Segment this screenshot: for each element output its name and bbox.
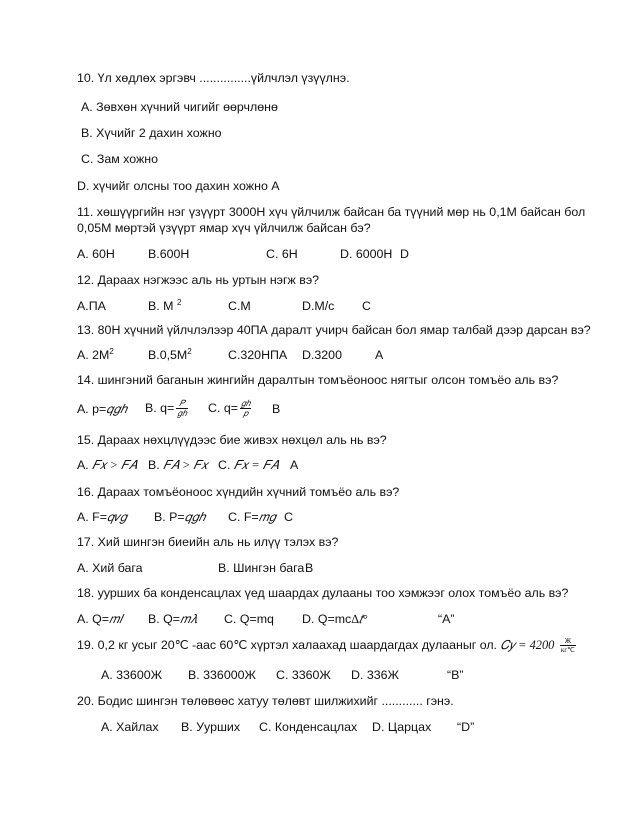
q18-answer: “A” xyxy=(438,612,455,626)
formula: 𝐹𝐴 > 𝐹𝑥 xyxy=(163,458,208,472)
q10-option-d: D. хүчийг олсны тоо дахин хожно А xyxy=(77,179,280,193)
q18-stem: 18. уурших ба конденсацлах үед шаардах дулааны тоо хэмжээг олох томъёо аль вэ? xyxy=(77,586,569,600)
unit-fraction: $\frac{Ж}{кг℃}$ xyxy=(560,637,575,655)
q11-answer: D xyxy=(400,247,409,261)
q19-option-c: С. 3360Ж xyxy=(276,668,331,682)
q13-option-a: А. $2М^2$ xyxy=(77,347,114,362)
formula: 𝑞𝑔ℎ xyxy=(106,402,127,416)
q17-stem: 17. Хий шингэн биеийн аль нь илүү тэлэх вэ? xyxy=(77,535,339,549)
q14-option-b: В. q= $\frac{\text{𝑃}}{\text{𝑔ℎ}}$ xyxy=(145,398,187,419)
q20-answer: “D” xyxy=(457,720,475,734)
q12-answer: С xyxy=(362,299,371,313)
q11-stem-line1: 11. хөшүүргийн нэг үзүүрт 3000Н хүч үйлчилж байсан ба түүний мөр нь 0,1М байсан бол xyxy=(77,205,586,219)
q11-option-a: А. 60Н xyxy=(77,247,115,261)
q16-stem: 16. Дараах томъёоноос хүндийн хүчний томъёо аль вэ? xyxy=(77,485,400,499)
q15-answer: А xyxy=(290,458,299,472)
q13-stem: 13. 80Н хүчний үйлчлэлээр 40ПА даралт учирч байсан бол ямар талбай дээр дарсан вэ? xyxy=(77,323,591,337)
q13-option-d: D.3200 xyxy=(302,348,342,362)
q12-option-d: D.М/с xyxy=(302,299,335,313)
q14-option-a: А. p=𝑞𝑔ℎ xyxy=(77,402,127,416)
q12-option-c: С.М xyxy=(228,299,251,313)
q18-option-b: В. Q=𝑚𝜆 xyxy=(148,612,197,626)
q19-stem: 19. 0,2 кг усыг 20℃ -аас 60℃ хүртэл халаахад шаардагдах дулааныг ол. 𝐶𝑦 = 4200 $\frac{Ж}{кг℃}$ xyxy=(77,637,575,655)
q15-option-a: А. 𝐹𝑥 > 𝐹𝐴 xyxy=(77,458,137,472)
formula: 𝑚𝜆 xyxy=(180,612,197,626)
q20-option-b: В. Уурших xyxy=(181,720,241,734)
formula: 𝑚𝑙 xyxy=(109,612,123,626)
q10-option-b: В. Хүчийг 2 дахин хожно xyxy=(81,126,222,140)
fraction: $\frac{\text{𝑃}}{\text{𝑔ℎ}}$ xyxy=(177,398,187,419)
q20-option-a: А. Хайлах xyxy=(101,720,159,734)
q19-option-a: А. 33600Ж xyxy=(101,668,163,682)
q20-option-d: D. Царцах xyxy=(372,720,432,734)
fraction: $\frac{\text{𝑔ℎ}}{\text{𝑝}}$ xyxy=(240,398,251,419)
q11-option-c: С. 6Н xyxy=(266,247,298,261)
q12-stem: 12. Дараах нэгжээс аль нь уртын нэгж вэ? xyxy=(77,273,320,287)
formula: 𝑞𝑔ℎ xyxy=(184,510,206,524)
q11-option-b: В.600Н xyxy=(148,247,190,261)
q17-option-b: В. Шингэн бага xyxy=(218,561,305,575)
q14-stem: 14. шингэний баганын жингийн даралтын томъёоноос нягтыг олсон томъёо аль вэ? xyxy=(77,373,559,387)
formula: 𝑚𝑔 xyxy=(258,510,276,524)
q16-option-b: В. P=𝑞𝑔ℎ xyxy=(154,510,206,524)
q19-option-b: В. 336000Ж xyxy=(188,668,256,682)
formula: 𝐶𝑦 = 4200 xyxy=(500,638,555,652)
formula: 𝑞𝑣𝑔 xyxy=(106,510,127,524)
q18-option-d: D. Q=mc∆𝑡° xyxy=(302,612,368,626)
q13-option-b: $В.0,5М^2$ xyxy=(148,347,192,362)
formula: ∆𝑡° xyxy=(351,612,368,626)
q16-option-a: А. F=𝑞𝑣𝑔 xyxy=(77,510,127,524)
q20-stem: 20. Бодис шингэн төлөвөөс хатуу төлөвт шилжихийг ............ гэнэ. xyxy=(77,694,454,708)
formula: 𝐹𝑥 = 𝐹𝐴 xyxy=(233,458,279,472)
q18-option-c: С. Q=mq xyxy=(224,612,274,626)
q13-answer: А xyxy=(375,348,384,362)
q15-option-c: С. 𝐹𝑥 = 𝐹𝐴 xyxy=(218,458,279,472)
q17-answer: В xyxy=(305,561,314,575)
superscript: 2 xyxy=(176,298,182,307)
q19-answer: “B” xyxy=(447,668,464,682)
q12-option-b: В. М $^2$ xyxy=(148,298,182,313)
q16-answer: С xyxy=(284,510,293,524)
q12-option-a: А.ПА xyxy=(77,299,106,313)
superscript: 2 xyxy=(109,347,114,356)
q16-option-c: С. F=𝑚𝑔 xyxy=(228,510,276,524)
q13-option-c: С.320НПА xyxy=(228,348,288,362)
q17-option-a: А. Хий бага xyxy=(77,561,143,575)
q14-option-c: С. q= $\frac{\text{𝑔ℎ}}{\text{𝑝}}$ xyxy=(208,398,251,419)
q14-answer: В xyxy=(272,402,281,416)
q10-option-c: С. Зам хожно xyxy=(81,152,158,166)
q10-option-a: А. Зөвхөн хүчний чигийг өөрчлөнө xyxy=(81,100,278,114)
q18-option-a: А. Q=𝑚𝑙 xyxy=(77,612,123,626)
q15-option-b: В. 𝐹𝐴 > 𝐹𝑥 xyxy=(148,458,208,472)
formula: 𝐹𝑥 > 𝐹𝐴 xyxy=(92,458,137,472)
q15-stem: 15. Дараах нөхцлүүдээс бие живэх нөхцөл аль нь вэ? xyxy=(77,433,387,447)
q11-option-d: D. 6000Н xyxy=(340,247,393,261)
q19-option-d: D. 336Ж xyxy=(351,668,399,682)
q11-stem-line2: 0,05М мөртэй үзүүрт ямар хүч үйлчилж байсан бэ? xyxy=(77,221,371,235)
q20-option-c: С. Конденсацлах xyxy=(259,720,358,734)
superscript: 2 xyxy=(187,347,192,356)
q10-stem: 10. Үл хөдлөх эргэвч ...............үйлчлэл үзүүлнэ. xyxy=(77,71,350,85)
